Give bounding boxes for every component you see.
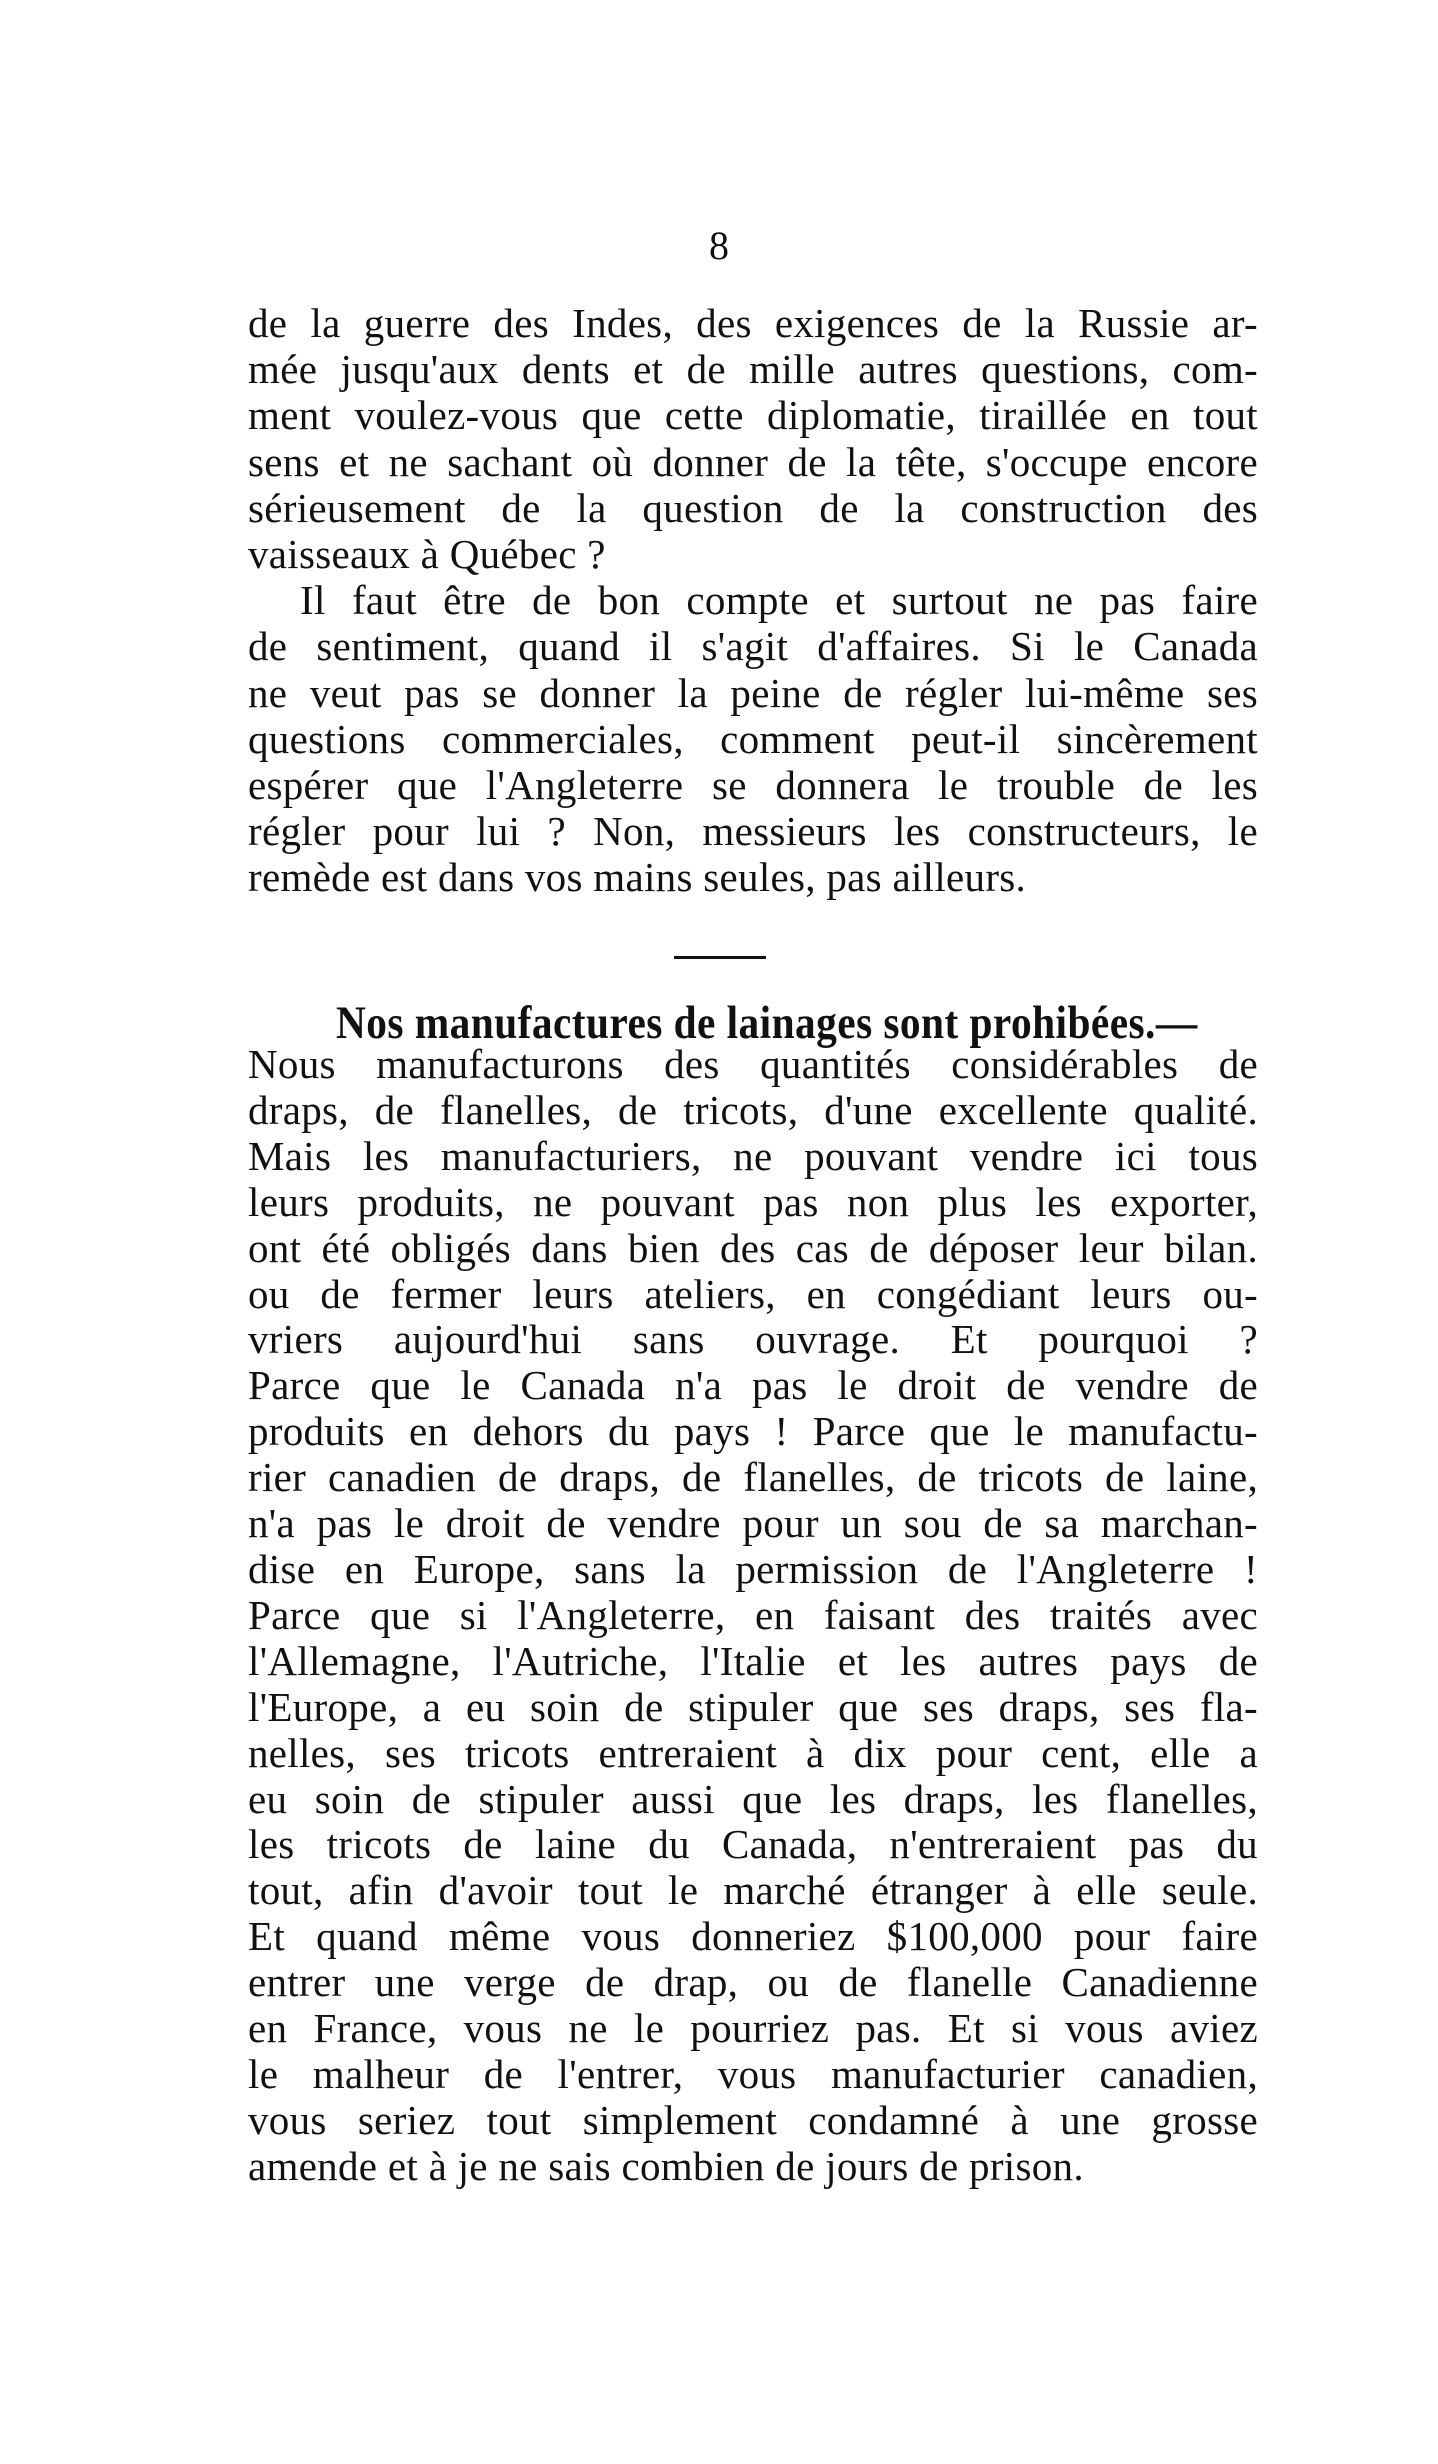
text-line: espérer que l'Angleterre se donnera le trouble de les [248,762,1258,809]
text-line: sens et ne sachant où donner de la tête, s'occupe encore [248,438,1258,485]
text-line: le malheur de l'entrer, vous manufacturier canadien, [248,2050,1258,2097]
text-line: rier canadien de draps, de flanelles, de tricots de laine, [248,1454,1258,1501]
text-line: sérieusement de la question de la construction des [248,484,1258,531]
text-line: ou de fermer leurs ateliers, en congédiant leurs ou- [248,1270,1258,1317]
text-line: dise en Europe, sans la permission de l'Angleterre ! [248,1545,1258,1592]
text-line: Nous manufacturons des quantités considérables de [248,1041,1258,1087]
text-line: Parce que si l'Angleterre, en faisant des traités avec [248,1591,1258,1638]
text-line: régler pour lui ? Non, messieurs les constructeurs, le [248,808,1258,855]
text-line: en France, vous ne le pourriez pas. Et si vous aviez [248,2005,1258,2052]
section-heading: Nos manufactures de lainages sont prohibées.— [336,997,1198,1049]
text-line: vous seriez tout simplement condamné à une grosse [248,2096,1258,2143]
text-line: Et quand même vous donneriez $100,000 pour faire [248,1913,1258,1960]
text-line: eu soin de stipuler aussi que les draps, les flanelles, [248,1775,1258,1822]
page-number: 8 [709,223,729,268]
text-line: nelles, ses tricots entreraient à dix pour cent, elle a [248,1729,1258,1776]
text-line: produits en dehors du pays ! Parce que le manufactu- [248,1408,1258,1455]
text-line: n'a pas le droit de vendre pour un sou de sa marchan- [248,1500,1258,1547]
text-line: les tricots de laine du Canada, n'entreraient pas du [248,1821,1258,1868]
section-paragraph [248,1042,1258,2190]
intro-paragraphs [248,300,1258,901]
text-line: l'Europe, a eu soin de stipuler que ses draps, ses fla- [248,1683,1258,1730]
text-line: entrer une verge de drap, ou de flanelle Canadienne [248,1959,1258,2006]
text-line: questions commerciales, comment peut-il sincèrement [248,715,1258,762]
text-line: de sentiment, quand il s'agit d'affaires. Si le Canada [248,623,1258,670]
text-line: ont été obligés dans bien des cas de déposer leur bilan. [248,1224,1258,1271]
text-line: de la guerre des Indes, des exigences de la Russie ar- [248,300,1258,346]
text-line: ne veut pas se donner la peine de régler lui-même ses [248,669,1258,716]
text-line: Parce que le Canada n'a pas le droit de vendre de [248,1362,1258,1409]
text-line: vriers aujourd'hui sans ouvrage. Et pourquoi ? [248,1316,1258,1363]
text-line: mée jusqu'aux dents et de mille autres questions, com- [248,346,1258,393]
text-line: draps, de flanelles, de tricots, d'une excellente qualité. [248,1086,1258,1133]
text-line: Mais les manufacturiers, ne pouvant vendre ici tous [248,1132,1258,1179]
text-line: remède est dans vos mains seules, pas ailleurs. [248,854,1027,901]
text-line: amende et à je ne sais combien de jours de prison. [248,2142,1084,2189]
text-line: leurs produits, ne pouvant pas non plus les exporter, [248,1178,1258,1225]
text-line: vaisseaux à Québec ? [248,531,606,578]
section-divider [674,956,766,959]
text-line: tout, afin d'avoir tout le marché étranger à elle seule. [248,1867,1258,1914]
text-line: ment voulez-vous que cette diplomatie, tiraillée en tout [248,392,1258,439]
text-line: Il faut être de bon compte et surtout ne pas faire [300,577,1258,624]
text-line: l'Allemagne, l'Autriche, l'Italie et les autres pays de [248,1637,1258,1684]
